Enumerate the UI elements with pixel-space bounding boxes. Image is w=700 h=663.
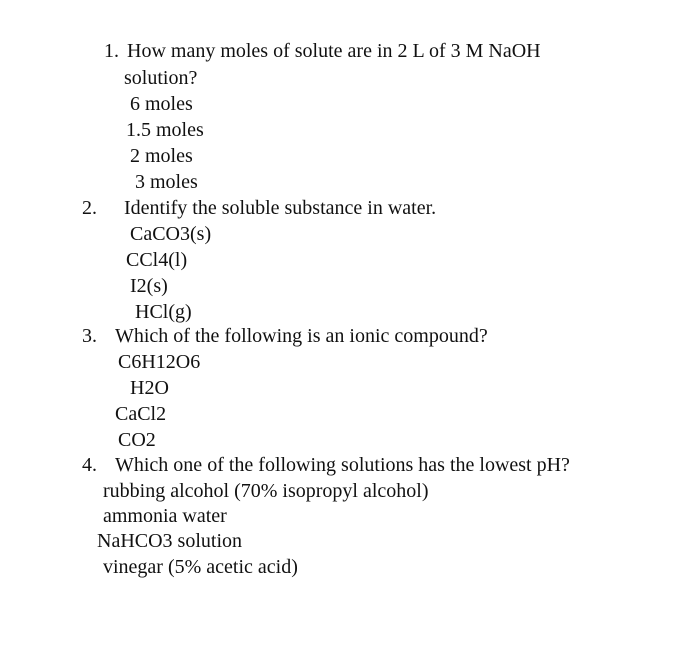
question-1-option-1: 6 moles (130, 93, 193, 115)
question-2-text: Identify the soluble substance in water. (124, 197, 437, 219)
question-3-option-2: H2O (130, 377, 169, 399)
question-4-option-3: NaHCO3 solution (97, 530, 242, 552)
question-3-option-4: CO2 (118, 429, 156, 451)
question-1-option-4: 3 moles (135, 171, 198, 193)
question-2-option-2: CCl4(l) (126, 249, 188, 271)
question-1-text-continued: solution? (124, 67, 198, 89)
question-1-option-3: 2 moles (130, 145, 193, 167)
question-2-option-3: I2(s) (130, 275, 168, 297)
question-2-number: 2. (82, 197, 97, 219)
question-3-text: Which of the following is an ionic compound? (115, 325, 488, 347)
question-4-option-1: rubbing alcohol (70% isopropyl alcohol) (103, 480, 429, 502)
question-4-text: Which one of the following solutions has the lowest pH? (115, 454, 570, 476)
question-4-number: 4. (82, 454, 97, 476)
question-1-option-2: 1.5 moles (126, 119, 204, 141)
question-3-option-1: C6H12O6 (118, 351, 201, 373)
question-2-option-1: CaCO3(s) (130, 223, 212, 245)
question-3-option-3: CaCl2 (115, 403, 167, 425)
question-4-option-4: vinegar (5% acetic acid) (103, 556, 298, 578)
question-4-option-2: ammonia water (103, 505, 227, 527)
question-1-text: How many moles of solute are in 2 L of 3 M NaOH (127, 40, 541, 62)
question-3-number: 3. (82, 325, 97, 347)
question-2-option-4: HCl(g) (135, 301, 192, 323)
question-1-number: 1. (104, 40, 119, 62)
